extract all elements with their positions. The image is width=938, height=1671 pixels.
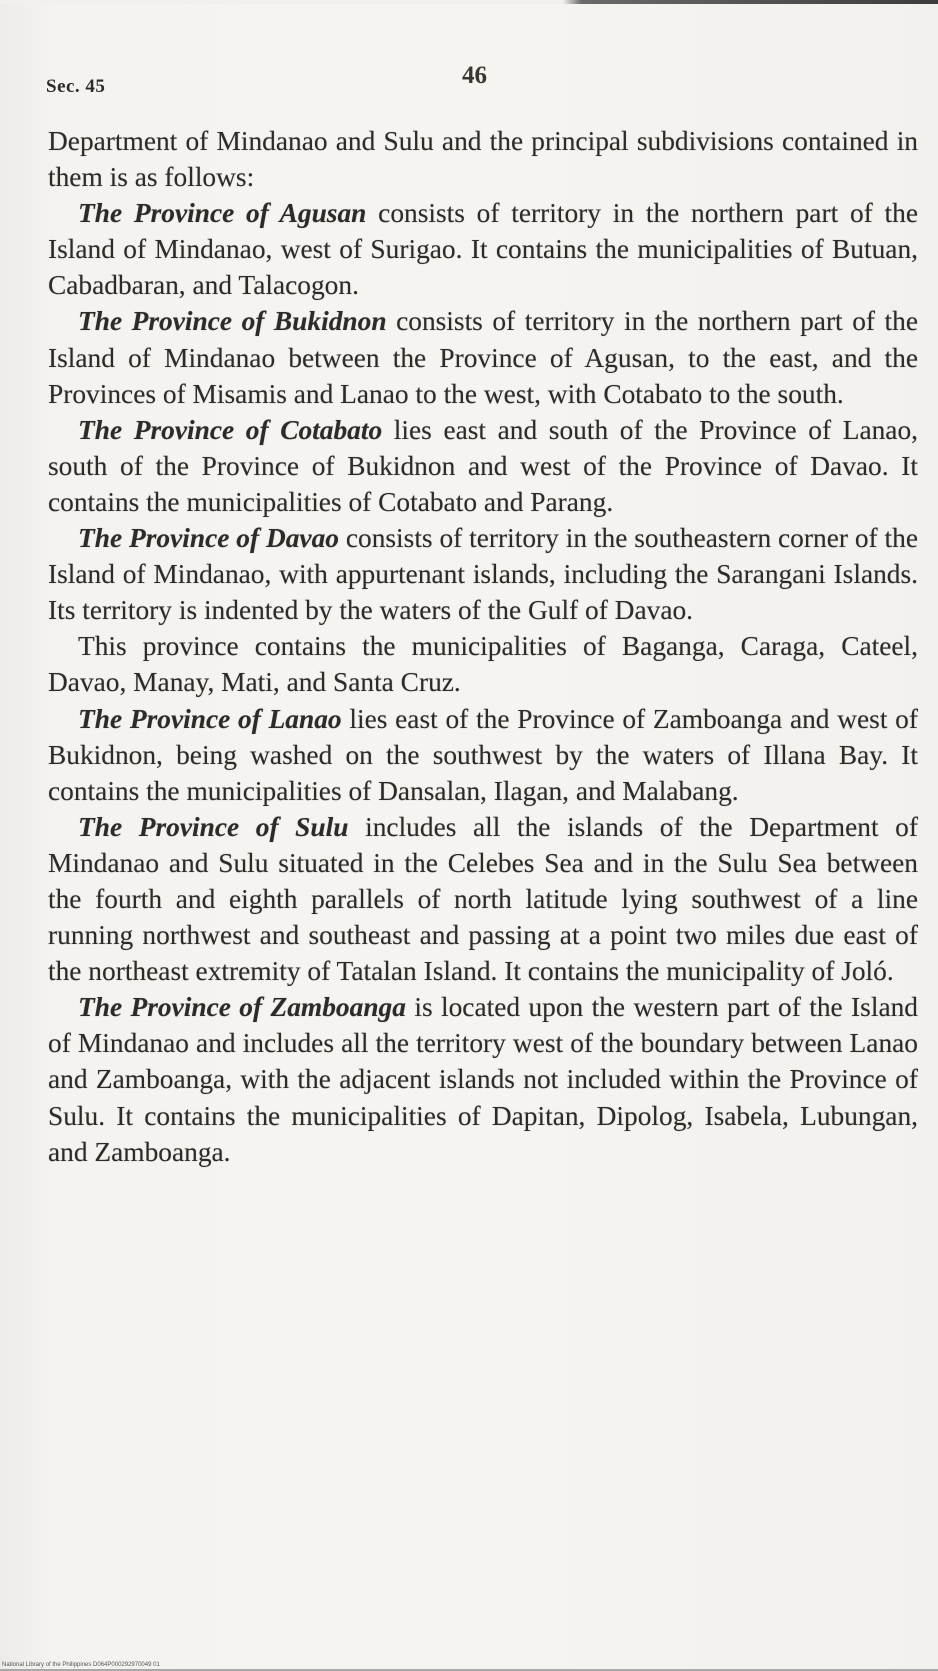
paragraph-davao-municipalities [48, 628, 918, 700]
paragraph-bukidnon [48, 303, 918, 411]
province-heading: The Province of Lanao [78, 703, 342, 734]
section-heading: Sec. 45 [46, 76, 106, 97]
province-heading: The Province of Davao [78, 523, 339, 554]
paragraph-text: consists of territory in the northern part of the Island of Mindanao, west of Surigao. It contains the municipalities of Butuan, Cabadbaran, and Talacogon. [48, 198, 918, 301]
paragraph-text: lies east and south of the Province of Lanao, south of the Province of Bukidnon and west of the Province of Davao. It contains the municipalities of Cotabato and Parang. [48, 414, 918, 517]
library-footer-note: National Library of the Philippines D064P000292970049 01 [2, 1662, 160, 1668]
province-heading: The Province of Agusan [78, 198, 367, 229]
body-text [48, 123, 918, 1170]
paragraph-text: This province contains the municipalities of Baganga, Caraga, Cateel, Davao, Manay, Mati, and Santa Cruz. [48, 631, 918, 698]
page-number: 46 [462, 62, 487, 89]
province-heading: The Province of Cotabato [78, 414, 383, 445]
province-heading: The Province of Sulu [78, 811, 349, 842]
paragraph-zamboanga [48, 989, 918, 1169]
paragraph-davao [48, 520, 918, 628]
paragraph-text: includes all the islands of the Department of Mindanao and Sulu situated in the Celebes Sea and in the Sulu Sea between the fourth and eighth parallels of north latitude lying southwest of a line running northwest and southeast and passing at a point two miles due east of the northeast extremity of Tatalan Island. It contains the municipality of Joló. [48, 811, 918, 987]
paragraph-text: is located upon the western part of the Island of Mindanao and includes all the territory west of the boundary between Lanao and Zamboanga, with the adjacent islands not included within the Province of Sulu. It contains the municipalities of Dapitan, Dipolog, Isabela, Lubungan, and Zamboanga. [48, 992, 919, 1167]
paragraph-cotabato [48, 412, 918, 520]
province-heading: The Province of Zamboanga [78, 992, 406, 1023]
paragraph-intro [48, 123, 918, 195]
scan-edge [0, 0, 938, 4]
province-heading: The Province of Bukidnon [78, 306, 387, 337]
paragraph-lanao [48, 701, 918, 809]
paragraph-text: lies east of the Province of Zamboanga and west of Bukidnon, being washed on the southwest by the waters of Illana Bay. It contains the municipalities of Dansalan, Ilagan, and Malabang. [48, 703, 918, 806]
paragraph-text: Department of Mindanao and Sulu and the principal subdivisions contained in them is as follows: [48, 126, 918, 193]
paragraph-text: consists of territory in the northern part of the Island of Mindanao between the Province of Agusan, to the east, and the Provinces of Misamis and Lanao to the west, with Cotabato to the south. [48, 306, 918, 409]
paragraph-agusan [48, 195, 918, 303]
paragraph-text: consists of territory in the southeastern corner of the Island of Mindanao, with appurtenant islands, including the Sarangani Islands. Its territory is indented by the waters of the Gulf of Davao. [48, 523, 918, 626]
paragraph-sulu [48, 809, 918, 989]
